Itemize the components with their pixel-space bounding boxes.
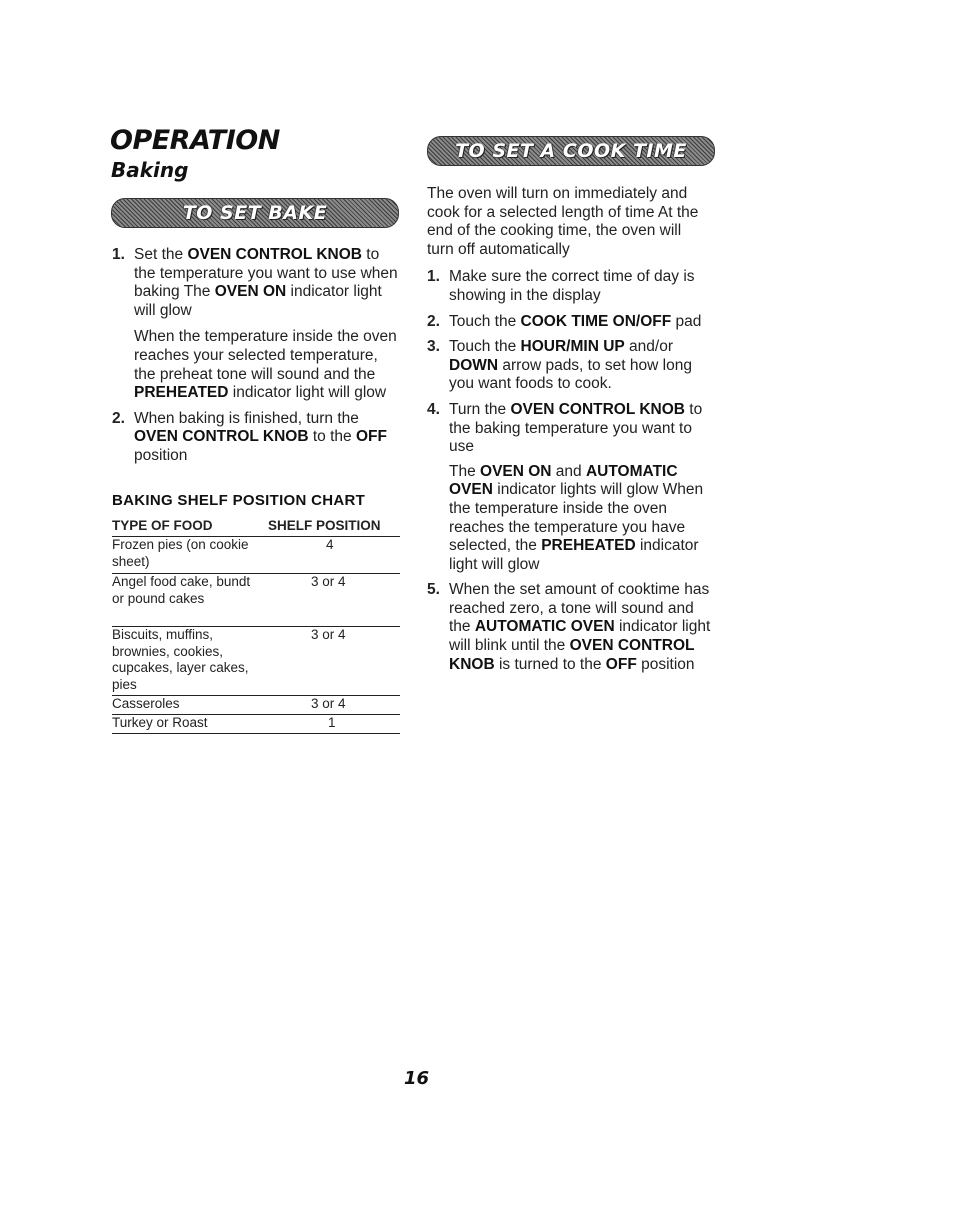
- step-note: [134, 328, 398, 402]
- shelf-cell: 4: [326, 537, 334, 552]
- food-cell: Angel food cake, bundt or pound cakes: [112, 574, 251, 606]
- cook-step-5: [427, 581, 711, 674]
- text-bold: OFF: [355, 428, 387, 446]
- step-text: [134, 410, 398, 466]
- step-number: 2.: [427, 312, 440, 330]
- shelf-cell: 3 or 4: [311, 696, 346, 711]
- step-text: [449, 401, 711, 457]
- step-text: [449, 581, 711, 674]
- step-number: 1.: [112, 246, 125, 263]
- text-bold: AUTOMATIC OVEN: [474, 618, 615, 636]
- step-number: 3.: [427, 338, 440, 356]
- text-bold: HOUR/MIN UP: [520, 338, 625, 356]
- shelf-chart-title: BAKING SHELF POSITION CHART: [112, 492, 366, 509]
- set-bake-banner-label: TO SET BAKE: [182, 202, 328, 224]
- shelf-cell: 3 or 4: [311, 627, 346, 642]
- text: Touch the: [449, 312, 521, 330]
- text-bold: OVEN ON: [214, 283, 287, 301]
- shelf-cell: 1: [328, 715, 336, 730]
- text-bold: OFF: [605, 655, 637, 673]
- step-number: 1.: [427, 268, 440, 286]
- text: to the temperature you want to use when baking The: [134, 246, 398, 301]
- food-cell: Biscuits, muffins, brownies, cookies, cupcakes, layer cakes, pies: [112, 627, 249, 692]
- text: pad: [671, 312, 702, 330]
- column-header-shelf: SHELF POSITION: [268, 518, 381, 533]
- cook-step-2: [427, 313, 711, 332]
- food-cell: Turkey or Roast: [112, 715, 208, 730]
- text: is turned to the: [494, 655, 606, 673]
- cook-step-3: [427, 338, 711, 394]
- cook-time-intro: The oven will turn on immediately and cook for a selected length of time At the end of the cooking time, the oven will turn off automatically: [427, 185, 699, 258]
- text: indicator lights will glow When the temperature inside the oven reaches the temperature you have selected, the: [449, 481, 704, 555]
- text-bold: OVEN CONTROL KNOB: [449, 637, 695, 673]
- set-bake-banner: [111, 198, 399, 228]
- text: When baking is finished, turn the: [134, 409, 359, 427]
- section-subtitle: Baking: [111, 158, 189, 182]
- text-bold: OVEN CONTROL KNOB: [510, 400, 685, 418]
- set-cook-time-banner: [427, 136, 715, 166]
- step-text: [449, 268, 711, 305]
- column-header-food: TYPE OF FOOD: [112, 518, 213, 533]
- text-bold: DOWN: [449, 356, 499, 374]
- text: arrow pads, to set how long you want foods to cook.: [449, 356, 692, 393]
- food-cell: Casseroles: [112, 696, 180, 711]
- text: The: [449, 462, 481, 480]
- text: and/or: [624, 338, 673, 356]
- text-bold: PREHEATED: [541, 537, 636, 555]
- text: When the temperature inside the oven reaches your selected temperature, the preheat tone will sound and the: [134, 328, 397, 383]
- text: Touch the: [449, 338, 521, 356]
- cook-time-steps: [427, 268, 711, 674]
- text-bold: AUTOMATIC OVEN: [449, 462, 678, 499]
- page-number: 16: [404, 1068, 430, 1089]
- text: indicator light will glow: [449, 537, 699, 573]
- step-text: [449, 313, 711, 332]
- table-row: [112, 696, 400, 715]
- bake-step-1: [112, 246, 398, 403]
- text: position: [636, 655, 695, 673]
- text-bold: OVEN CONTROL KNOB: [187, 246, 362, 263]
- bake-steps: [112, 246, 398, 466]
- step-number: 4.: [427, 400, 440, 418]
- left-column: [112, 246, 398, 473]
- step-text: [449, 338, 711, 394]
- table-row: [112, 574, 400, 627]
- shelf-cell: 3 or 4: [311, 574, 346, 589]
- text-bold: COOK TIME ON/OFF: [520, 312, 672, 330]
- step-number: 5.: [427, 581, 440, 599]
- text-bold: OVEN CONTROL KNOB: [134, 428, 309, 446]
- step-number: 2.: [112, 409, 125, 427]
- step-text: [134, 246, 398, 320]
- text: indicator light will blink until the: [449, 618, 711, 655]
- bake-step-2: [112, 410, 398, 466]
- text-bold: PREHEATED: [134, 384, 229, 402]
- text: When the set amount of cooktime has reached zero, a tone will sound and the: [449, 581, 710, 636]
- step-note: [449, 463, 711, 575]
- text: to the baking temperature you want to use: [449, 400, 703, 456]
- shelf-position-table: [112, 518, 400, 734]
- table-row: [112, 715, 400, 734]
- table-row: [112, 627, 400, 696]
- text-bold: OVEN ON: [480, 462, 552, 480]
- text: indicator light will glow: [228, 384, 387, 402]
- text: and: [551, 462, 586, 480]
- text: Make sure the correct time of day is showing in the display: [449, 268, 695, 304]
- cook-step-4: [427, 401, 711, 574]
- text: Turn the: [449, 400, 511, 418]
- text: to the: [308, 428, 356, 446]
- cook-step-1: [427, 268, 711, 305]
- set-cook-time-banner-label: TO SET A COOK TIME: [455, 140, 687, 162]
- section-title: OPERATION: [110, 125, 280, 156]
- text: Set the: [134, 246, 188, 263]
- table-row: [112, 537, 400, 574]
- text: indicator light will glow: [134, 283, 382, 319]
- table-header: [112, 518, 400, 537]
- right-column: [427, 185, 711, 681]
- text: position: [134, 446, 188, 464]
- food-cell: Frozen pies (on cookie sheet): [112, 537, 249, 569]
